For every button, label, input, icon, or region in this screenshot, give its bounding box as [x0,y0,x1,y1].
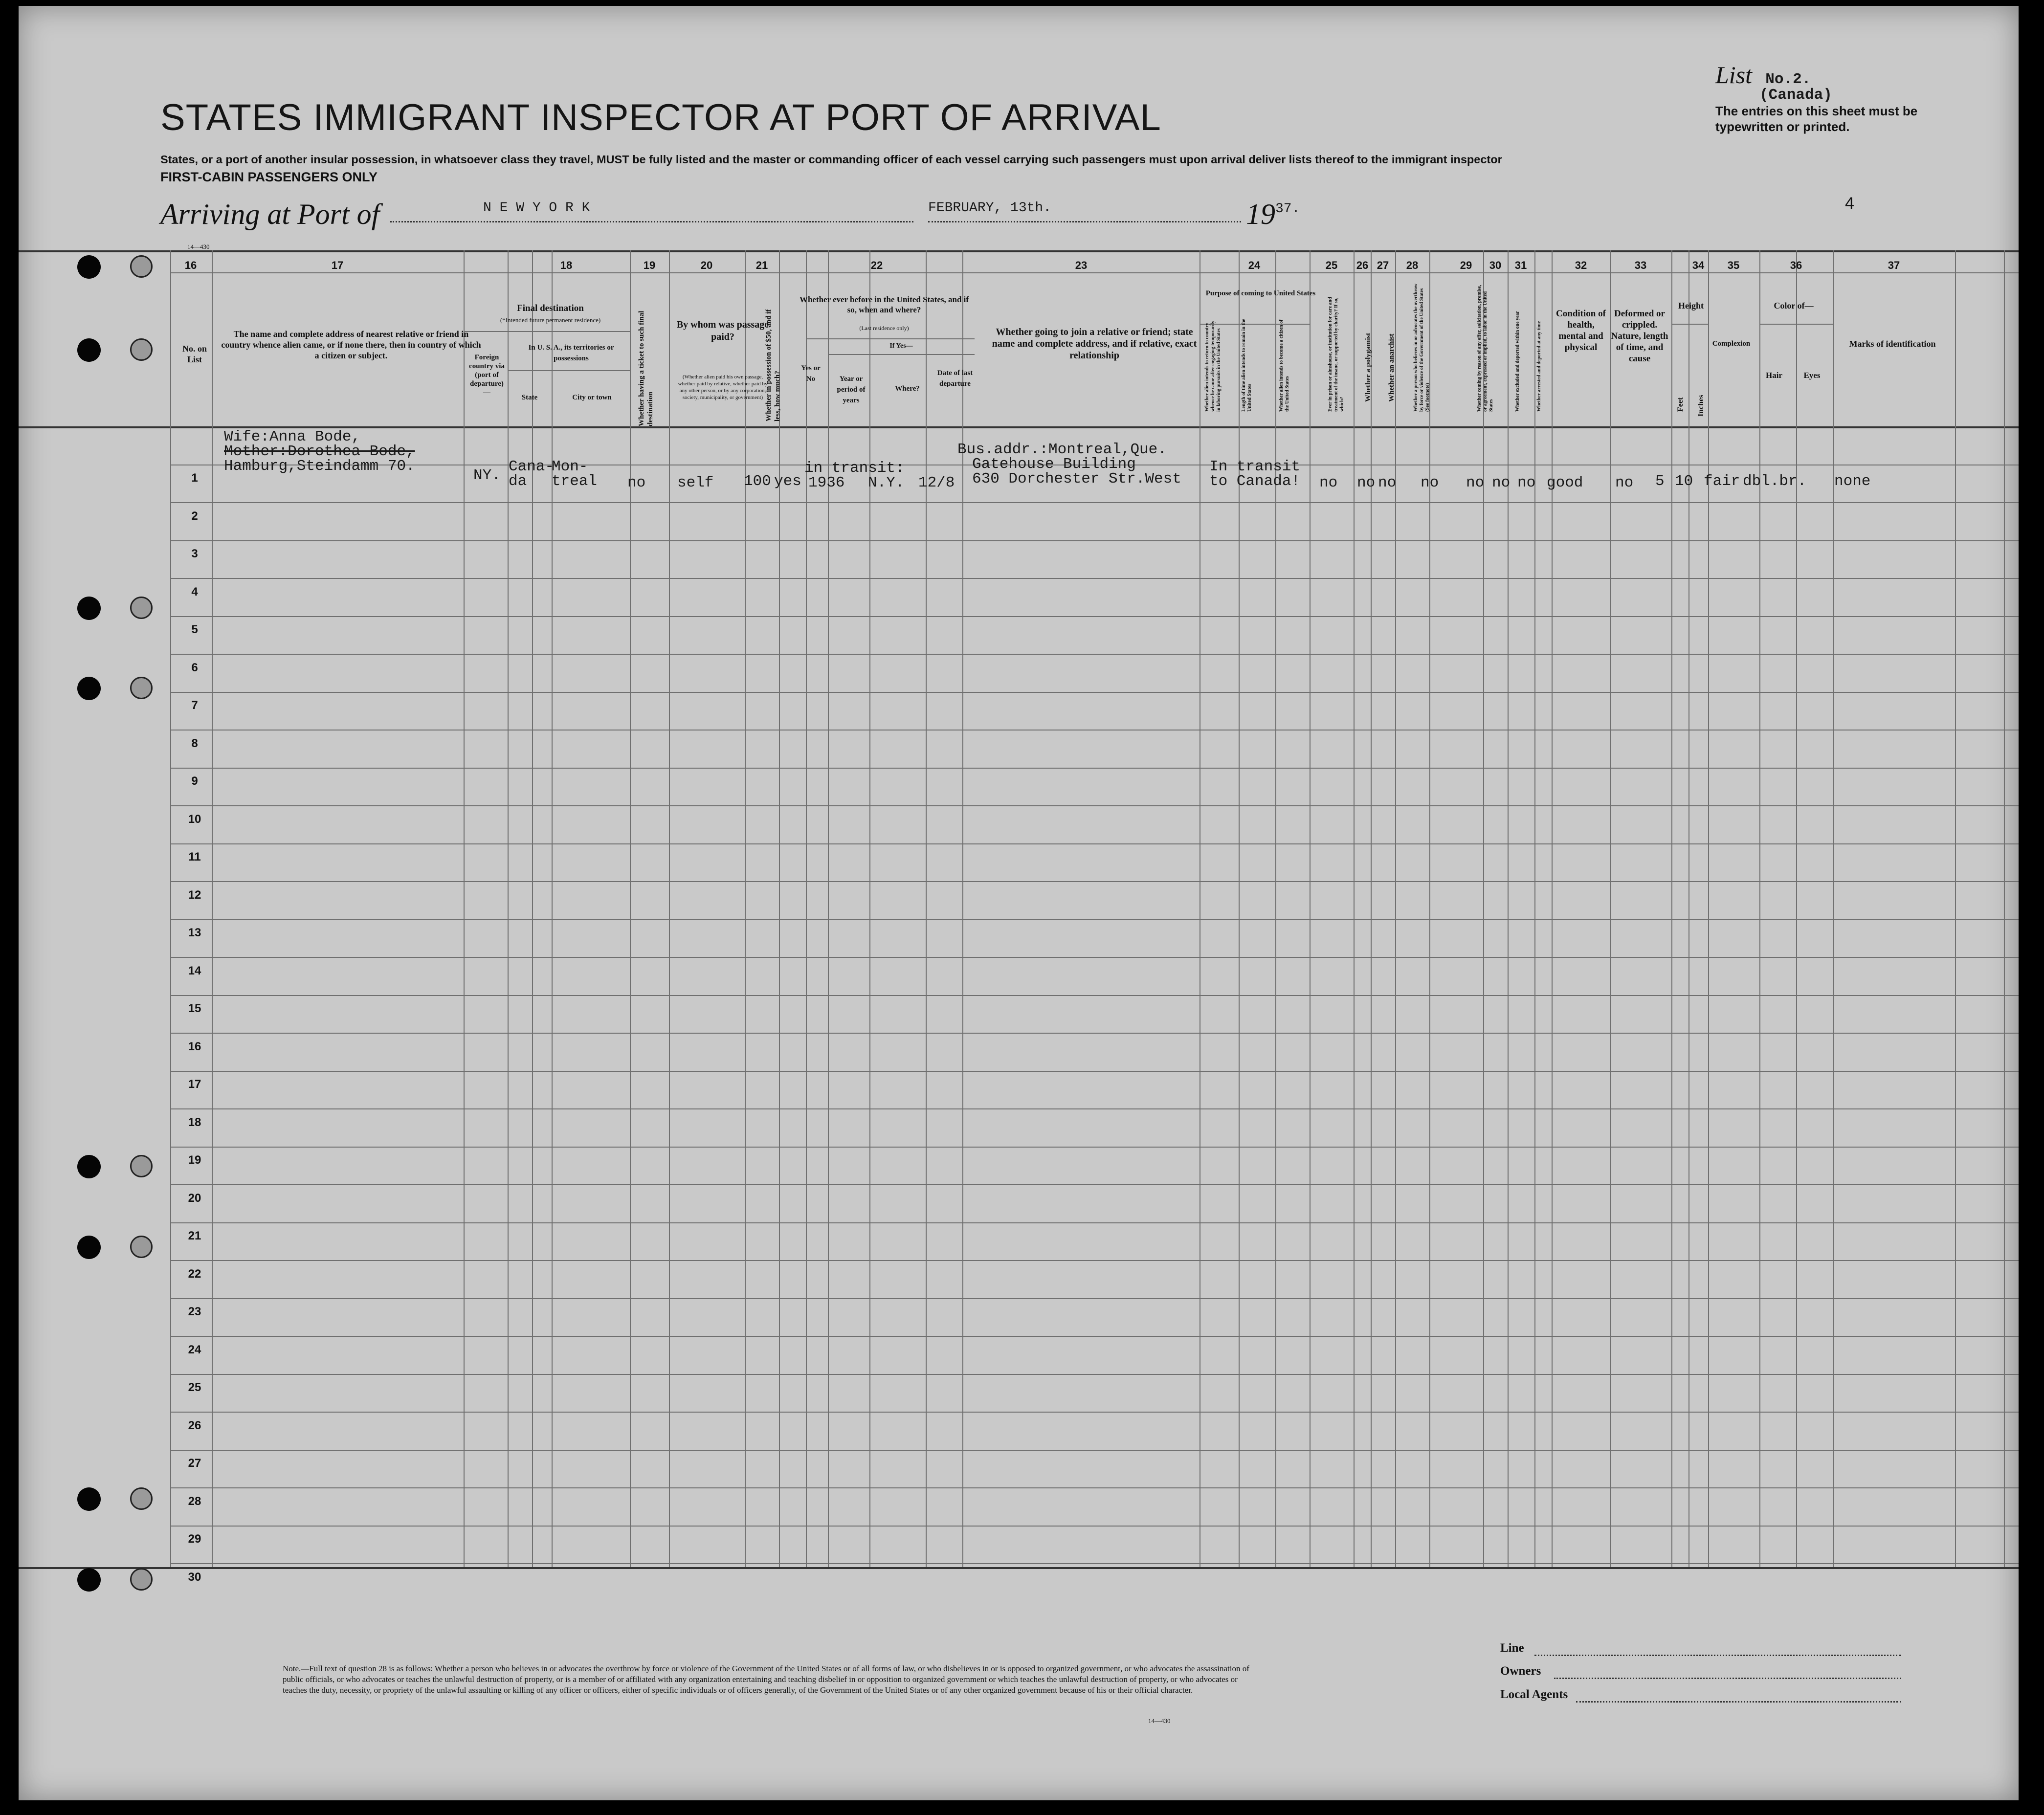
binder-hole [77,1155,101,1178]
row-rule [170,881,2019,882]
column-number: 21 [755,259,768,271]
row-rule [170,1563,2019,1564]
column-number: 24 [1248,259,1261,271]
signature-owners-dots [1554,1678,1901,1679]
header-where: Where? [895,385,920,393]
row-number: 5 [191,623,198,636]
subtitle-line-1: States, or a port of another insular possession, in whatsoever class they travel, MUST be fully listed and the master or commanding officer of each vessel carrying such passengers must upon arrival deliver lists thereof to the immigrant inspector [160,153,1502,166]
column-rule [1552,250,1553,1567]
header-ever-before: Whether ever before in the United States, and if so, when and where? [799,295,969,314]
column-number: 34 [1692,259,1705,271]
height-subrule [1671,324,1708,325]
port-value: N E W Y O R K [483,200,590,216]
column-number-rule [170,272,2019,273]
row-number: 22 [188,1267,201,1281]
column-number: 19 [643,259,656,271]
entry-overthrow: no [1421,474,1439,491]
header-purpose: Purpose of coming to United States [1205,289,1316,297]
binder-ring [130,1568,153,1591]
column-rule [828,250,829,1567]
column-rule [1759,250,1760,1567]
row-rule [170,805,2019,806]
manifest-sheet [19,6,2019,1800]
row-number: 26 [188,1419,201,1432]
row-rule [170,1184,2019,1185]
column-number: 20 [700,259,713,271]
column-rule [1239,250,1240,1567]
header-nearest-relative: The name and complete address of nearest relative or friend in country whence alien came, or if none there, then in country of which a citizen or subject. [221,329,481,360]
column-number: 26 [1356,259,1369,271]
column-number: 16 [184,259,197,271]
column-rule [869,250,870,1567]
list-block [1715,61,1950,134]
column-number: 22 [870,259,883,271]
header-deformed: Deformed or crippled. Nature, length of time, and cause [1611,309,1668,364]
row-rule [170,654,2019,655]
column-rule [926,250,927,1567]
row-rule [170,843,2019,844]
header-labor-offer: Whether coming by reason of any offer, solicitation, promise, or agreement, expressed or implied, to labor in the United States [1477,285,1494,412]
row-rule [170,1071,2019,1072]
column-rule [630,250,631,1567]
row-number: 2 [191,509,198,523]
arriving-line [160,198,379,231]
column-number: 25 [1325,259,1338,271]
binder-hole [77,597,101,620]
binder-ring [130,338,153,361]
column-number: 35 [1727,259,1740,271]
column-rule [532,250,533,1567]
ever-before-subrule [806,338,975,339]
header-yes-no: Yes or No [801,364,821,383]
row-rule [170,1033,2019,1034]
page-title: STATES IMMIGRANT INSPECTOR AT PORT OF ARRIVAL [160,97,1161,138]
column-rule [1796,250,1797,1567]
row-number: 16 [188,1040,201,1053]
column-number: 33 [1634,259,1647,271]
entry-deformed: no [1615,474,1634,491]
entry-arrested: no [1517,474,1536,491]
header-color-of: Color of— [1774,301,1814,310]
column-rule [1955,250,1956,1567]
column-rule [1508,250,1509,1567]
row-rule [170,616,2019,617]
column-number: 32 [1575,259,1587,271]
column-number: 31 [1514,259,1527,271]
header-join-relative: Whether going to join a relative or friend; state name and complete address, and if relative, exact relationship [992,327,1197,361]
column-rule [1483,250,1484,1567]
row-rule [170,502,2019,503]
binder-hole [77,1487,101,1511]
entry-join-line-2: Gatehouse Building [972,456,1136,473]
header-city: City or town [572,394,612,401]
header-ever-before-sub: (Last residence only) [859,325,909,332]
column-rule [1429,250,1430,1567]
column-rule [1610,250,1611,1567]
column-rule [1833,250,1834,1567]
binder-ring [130,1487,153,1510]
header-height: Height [1678,301,1704,310]
footnote: Note.—Full text of question 28 is as follows: Whether a person who believes in or advocates the overthrow by force or violence of the Government of the United States or of all forms of law, or who disbelieves in or is opposed to organized government, or who advocates the assassination of public officials, or who advocates or teaches the unlawful destruction of property, or is a member of or affiliated with any organization entertaining and teaching disbelief in or opposition to organized government or which teaches the unlawful destruction of property, or who advocates or teaches the duty, necessity, or propriety of the unlawful assaulting or killing of any officer or officers, either of specific individuals or of officers generally, of the Government of the United States or of any other organized government because of his or their official character. [283,1664,1249,1695]
column-rule [669,250,670,1567]
binder-hole [77,255,101,279]
entry-purpose-line-1: In transit [1209,458,1301,475]
column-rule [464,250,465,1567]
header-purpose-return: Whether alien intends to return to country whence he came after engaging temporarily in laboring pursuits in the United States [1204,320,1222,412]
entry-join-line-3: 630 Dorchester Str.West [972,470,1181,487]
header-polygamist: Whether a polygamist [1364,332,1372,402]
entry-labor-offer: no [1466,474,1485,491]
binder-hole [77,1568,101,1592]
entry-relative-line-3: Hamburg,Steindamm 70. [224,458,415,475]
header-passage-paid: By whom was passage paid? [676,319,769,342]
row-number: 23 [188,1305,201,1318]
row-number: 8 [191,737,198,750]
row-number: 13 [188,926,201,939]
binder-ring [130,1155,153,1177]
entry-relative-line-1: Wife:Anna Bode, [224,428,361,445]
signature-agents-label: Local Agents [1500,1688,1568,1701]
row-rule [170,919,2019,920]
header-ticket: Whether having a ticket to such final destination [638,310,654,426]
arriving-label: Arriving at Port of [160,198,380,230]
binder-hole [77,677,101,700]
entry-join-line-1: Bus.addr.:Montreal,Que. [957,441,1167,458]
row-number: 28 [188,1495,201,1508]
header-usa: In U. S. A., its territories or possessions [528,344,614,362]
entry-hair-eyes: dbl.br. [1743,473,1807,490]
column-number: 17 [331,259,344,271]
entry-state: Cana- da [509,458,555,490]
row-number: 10 [188,813,201,826]
subtitle-line-2: FIRST-CABIN PASSENGERS ONLY [160,170,378,184]
year-prefix: 19 [1246,198,1275,230]
color-subrule [1759,324,1833,325]
header-state: State [521,394,538,401]
signature-agents-dots [1576,1701,1901,1703]
list-note: The entries on this sheet must be typewritten or printed. [1715,104,1918,134]
row-rule [170,1108,2019,1109]
header-no-on-list: No. on List [182,344,207,364]
row-rule [170,578,2019,579]
list-number: No.2. [1765,71,1811,88]
entry-where: N.Y. [868,474,905,491]
entry-feet: 5 [1655,473,1665,490]
header-anarchist: Whether an anarchist [1388,333,1396,402]
header-purpose-citizen: Whether alien intends to become a citizen of the United States [1279,319,1290,412]
row-number: 20 [188,1192,201,1205]
entry-inches: 10 [1675,473,1693,490]
header-marks: Marks of identification [1849,339,1936,349]
entry-excluded: no [1492,474,1511,491]
header-if-yes: If Yes— [889,342,913,350]
row-rule [170,1412,2019,1413]
header-year: Year or period of years [837,375,866,404]
signature-owners-label: Owners [1500,1664,1541,1678]
column-rule [1671,250,1672,1567]
header-date-departure: Date of last departure [937,369,973,388]
row-number: 7 [191,699,198,712]
usa-subrule [508,370,630,371]
date-value: FEBRUARY, 13th. [928,200,1052,216]
row-number: 4 [191,585,198,598]
entry-city: Mon- treal [552,458,598,490]
year-suffix: 37. [1275,201,1300,217]
entry-date-departure: 12/8 [918,474,955,491]
entry-year: 1936 [808,474,845,491]
header-health: Condition of health, mental and physical [1556,309,1606,353]
entry-polygamist: no [1357,474,1376,491]
row-rule [170,1336,2019,1337]
port-dotline [390,221,913,222]
final-destination-subrule [464,331,630,332]
column-number: 27 [1377,259,1389,271]
column-number: 18 [560,259,573,271]
row-rule [170,995,2019,996]
if-yes-subrule [828,354,975,355]
entry-paid-by: self [677,474,714,491]
row-rule [170,1222,2019,1223]
column-rule [508,250,509,1567]
row-number: 18 [188,1116,201,1129]
binder-hole [77,338,101,362]
column-number: 28 [1406,259,1419,271]
row-number: 11 [188,850,201,863]
entry-relative [224,430,415,474]
entry-relative-line-2: Mother:Dorothea Bode, [224,443,415,460]
column-rule [745,250,746,1567]
table-bottom-rule [19,1567,2019,1569]
entry-health: good [1547,474,1583,491]
entry-foreign-via: NY. [473,467,501,484]
column-rule [2004,250,2005,1567]
column-rule [1708,250,1709,1567]
row-number: 19 [188,1153,201,1167]
row-rule [170,1450,2019,1451]
column-rule [1275,250,1276,1567]
header-purpose-length: Length of time alien intends to remain in the United States [1241,319,1252,412]
subtitle [160,151,1652,186]
row-number: 15 [188,1002,201,1015]
row-rule [170,768,2019,769]
header-prison: Ever in prison or almshouse, or institution for care and treatment of the insane, or supported by charity? If so, which? [1328,297,1345,412]
entry-in-transit: in transit: [804,460,905,477]
date-dotline [928,221,1241,222]
entry-prison: no [1319,474,1338,491]
column-number: 30 [1489,259,1502,271]
entry-ticket: no [627,474,646,491]
header-arrested: Whether arrested and deported at any time [1536,321,1542,412]
entry-join [957,443,1181,487]
header-inches: Inches [1697,395,1705,417]
column-rule [806,250,807,1567]
header-final-destination: Final destination [517,303,584,313]
row-number: 27 [188,1457,201,1470]
header-final-destination-sub: (*Intended future permanent residence) [500,316,601,324]
header-excluded: Whether excluded and deported within one year [1515,311,1520,412]
entry-complexion: fair [1704,473,1740,490]
column-rule [170,250,171,1567]
header-eyes: Eyes [1803,371,1821,380]
row-rule [170,1526,2019,1527]
column-number: 29 [1460,259,1472,271]
table-top-rule [19,250,2019,252]
page-number: 4 [1845,194,1854,213]
column-rule [1534,250,1535,1567]
entry-purpose-line-2: to Canada! [1209,473,1301,490]
list-country: (Canada) [1759,87,1832,104]
entry-purpose [1209,460,1300,489]
column-rule [212,250,213,1567]
column-rule [1395,250,1396,1567]
entry-money: 100 [744,473,771,490]
column-rule [1354,250,1355,1567]
binder-ring [130,677,153,699]
row-number: 25 [188,1381,201,1394]
header-passage-paid-sub: (Whether alien paid his own passage, whether paid by relative, whether paid by any other person, or by any corporation, society, municipality, or government) [678,374,768,400]
row-rule [170,1298,2019,1299]
row-number: 29 [188,1532,201,1546]
column-number: 36 [1790,259,1802,271]
header-money: Whether in possession of $50, and if less, how much? [765,309,781,421]
header-foreign-country: Foreign country via (port of departure)— [469,354,505,397]
row-number: 30 [188,1571,201,1584]
header-hair: Hair [1766,371,1782,380]
column-rule [552,250,553,1567]
row-rule [170,692,2019,693]
column-rule [1310,250,1311,1567]
column-number: 37 [1888,259,1900,271]
signature-line-dots [1534,1655,1901,1656]
row-number: 3 [191,547,198,560]
form-code: 14—430 [187,243,210,250]
binder-ring [130,255,153,278]
signature-line-label: Line [1500,1641,1524,1655]
row-number: 9 [191,775,198,788]
entry-anarchist: no [1378,474,1397,491]
row-rule [170,1374,2019,1375]
row-rule [170,540,2019,541]
binder-hole [77,1236,101,1259]
row-number: 17 [188,1078,201,1091]
column-rule [779,250,780,1567]
binder-ring [130,597,153,619]
row-rule [170,957,2019,958]
row-rule [170,1260,2019,1261]
footer-code: 14—430 [1148,1717,1171,1725]
row-number: 14 [188,964,201,977]
binder-ring [130,1236,153,1258]
row-rule [170,1487,2019,1488]
row-number: 6 [191,661,198,674]
header-feet: Feet [1676,397,1685,412]
list-label: List [1715,61,1753,89]
row-number: 1 [191,471,198,485]
entry-marks: none [1834,473,1871,490]
column-number: 23 [1075,259,1088,271]
row-rule [170,1147,2019,1148]
row-number: 24 [188,1343,201,1356]
header-overthrow: Whether a person who believes in or advocates the overthrow by force or violence of the Government of the United States (See footnote) [1413,284,1430,412]
entry-before-yes-no: yes [774,473,801,490]
header-complexion: Complexion [1712,340,1751,348]
row-number: 21 [188,1229,201,1242]
row-number: 12 [188,888,201,902]
column-rule [1371,250,1372,1567]
